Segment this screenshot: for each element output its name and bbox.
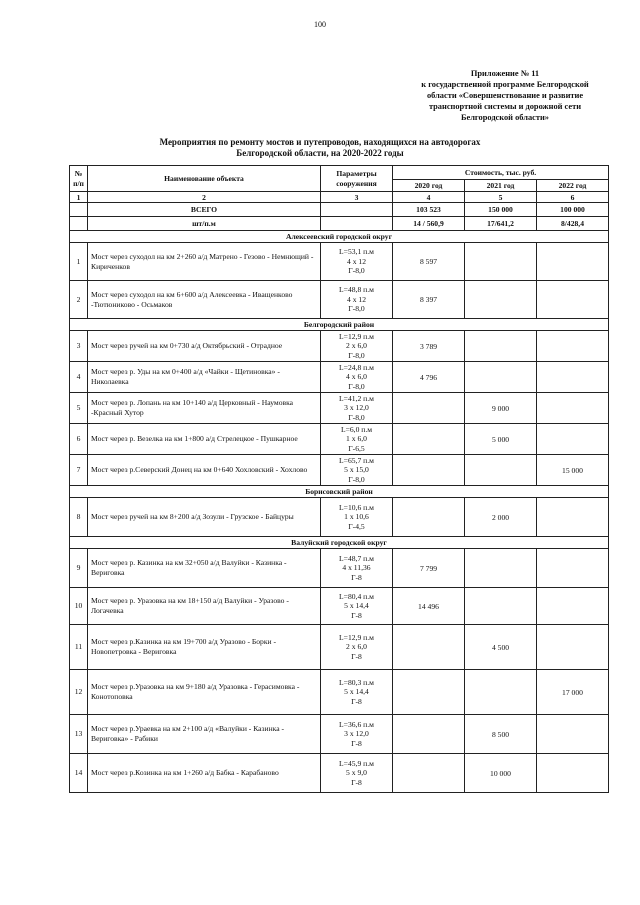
index-cell: 6 [537, 192, 609, 203]
param-line: L=48,8 п.м [339, 285, 374, 295]
param-line: Г-4,5 [348, 521, 365, 531]
object-name: Мост через р.Козинка на км 1+260 а/д Бабка - Карабаново [88, 754, 321, 793]
cost-2021 [465, 588, 537, 625]
cost-2022: 15 000 [537, 455, 609, 486]
param-line: Г-8 [351, 610, 362, 620]
section-row [70, 486, 609, 498]
object-name: Мост через ручей на км 8+200 а/д Зозули - Грузское - Байцуры [88, 498, 321, 537]
appendix-header [380, 68, 630, 123]
header-name: Наименование объекта [88, 166, 321, 192]
row-number: 11 [70, 625, 88, 670]
param-line: Г-8,0 [348, 350, 365, 360]
cost-2021 [465, 362, 537, 393]
section-title: Валуйский городской округ [70, 537, 609, 549]
cost-2022 [537, 498, 609, 537]
cost-2020: 14 496 [393, 588, 465, 625]
table-row [70, 588, 609, 625]
appendix-line: Приложение № 11 [470, 69, 540, 78]
table-row [70, 243, 609, 281]
cost-2020: 8 397 [393, 281, 465, 319]
page-number: 100 [314, 20, 326, 29]
table-row [70, 625, 609, 670]
cost-2020 [393, 498, 465, 537]
section-row [70, 231, 609, 243]
cost-2022 [537, 588, 609, 625]
param-line: 2 х 6,0 [346, 341, 367, 351]
param-line: L=12,9 п.м [339, 331, 374, 341]
section-row [70, 319, 609, 331]
structure-params [321, 362, 393, 393]
object-name: Мост через ручей на км 0+730 а/д Октябрьский - Отрадное [88, 331, 321, 362]
object-name: Мост через р. Уды на км 0+400 а/д «Чайки - Щетиновка» - Николаевка [88, 362, 321, 393]
param-line: Г-8,0 [348, 412, 365, 422]
header-num: № п/п [70, 166, 88, 192]
row-number: 1 [70, 243, 88, 281]
section-title: Белгородский район [70, 319, 609, 331]
structure-params [321, 754, 393, 793]
param-line: 4 х 12 [347, 294, 366, 304]
param-line: L=36,6 п.м [339, 719, 374, 729]
units-2020: 14 / 560,9 [393, 217, 465, 231]
row-number: 10 [70, 588, 88, 625]
param-line: L=80,4 п.м [339, 591, 374, 601]
structure-params [321, 715, 393, 754]
table-row [70, 670, 609, 715]
row-number: 7 [70, 455, 88, 486]
object-name: Мост через р. Везелка на км 1+800 а/д Стрелецкое - Пушкарное [88, 424, 321, 455]
cost-2022 [537, 281, 609, 319]
table-row [70, 455, 609, 486]
cost-2021: 2 000 [465, 498, 537, 537]
param-line: Г-8 [351, 696, 362, 706]
cost-2021: 5 000 [465, 424, 537, 455]
units-row [70, 217, 609, 231]
param-line: 3 х 12,0 [344, 403, 369, 413]
param-line: L=10,6 п.м [339, 502, 374, 512]
structure-params [321, 549, 393, 588]
structure-params [321, 455, 393, 486]
param-line: Г-8 [351, 572, 362, 582]
header-year-2020: 2020 год [393, 180, 465, 192]
row-number: 13 [70, 715, 88, 754]
cost-2020 [393, 393, 465, 424]
bridges-table [69, 165, 609, 793]
param-line: Г-8,0 [348, 266, 365, 276]
table-row [70, 331, 609, 362]
index-cell: 3 [321, 192, 393, 203]
cost-2022 [537, 393, 609, 424]
param-line: Г-8 [351, 651, 362, 661]
object-name: Мост через р.Северский Донец на км 0+640 Хохловский - Хохлово [88, 455, 321, 486]
param-line: L=6,0 п.м [340, 424, 373, 434]
cost-2020 [393, 754, 465, 793]
object-name: Мост через р.Уразовка на км 9+180 а/д Уразовка - Герасимовка - Конотоповка [88, 670, 321, 715]
table-row [70, 393, 609, 424]
structure-params [321, 670, 393, 715]
cost-2021 [465, 670, 537, 715]
object-name: Мост через суходол на км 6+600 а/д Алексеевка - Иващенково -Тютюниково - Осьмаков [88, 281, 321, 319]
structure-params [321, 588, 393, 625]
title-line: Белгородской области, на 2020-2022 годы [236, 148, 404, 158]
cost-2022 [537, 625, 609, 670]
param-line: 3 х 12,0 [344, 729, 369, 739]
cost-2022 [537, 331, 609, 362]
param-line: L=48,7 п.м [339, 553, 374, 563]
param-line: 4 х 12 [347, 256, 366, 266]
object-name: Мост через суходол на км 2+260 а/д Матрено - Гезово - Немнющий - Кириченков [88, 243, 321, 281]
units-label: шт/п.м [88, 217, 321, 231]
index-cell: 5 [465, 192, 537, 203]
cost-2021 [465, 455, 537, 486]
param-line: 1 х 10,6 [344, 512, 369, 522]
cost-2022: 17 000 [537, 670, 609, 715]
structure-params [321, 625, 393, 670]
object-name: Мост через р. Уразовка на км 18+150 а/д Валуйки - Уразово - Логачевка [88, 588, 321, 625]
param-line: L=41,2 п.м [339, 393, 374, 403]
cost-2021 [465, 549, 537, 588]
structure-params [321, 243, 393, 281]
title-line: Мероприятия по ремонту мостов и путепроводов, находящихся на автодорогах [159, 137, 481, 147]
table-row [70, 281, 609, 319]
param-line: L=53,1 п.м [339, 247, 374, 257]
table-row [70, 362, 609, 393]
row-number: 3 [70, 331, 88, 362]
object-name: Мост через р. Лопань на км 10+140 а/д Церковный - Наумовка -Красный Хутор [88, 393, 321, 424]
cost-2020 [393, 424, 465, 455]
cost-2020: 7 799 [393, 549, 465, 588]
appendix-line: Белгородской области» [460, 113, 549, 122]
param-line: 5 х 14,4 [344, 601, 369, 611]
units-2022: 8/428,4 [537, 217, 609, 231]
object-name: Мост через р.Ураевка на км 2+100 а/д «Валуйки - Казинка - Вериговка» - Рабики [88, 715, 321, 754]
cost-2021 [465, 331, 537, 362]
row-number: 6 [70, 424, 88, 455]
cost-2022 [537, 424, 609, 455]
cost-2021 [465, 243, 537, 281]
index-cell: 4 [393, 192, 465, 203]
cost-2020: 4 796 [393, 362, 465, 393]
structure-params [321, 424, 393, 455]
section-title: Алексеевский городской округ [70, 231, 609, 243]
document-title [100, 137, 540, 159]
param-line: 5 х 14,4 [344, 687, 369, 697]
param-line: L=12,9 п.м [339, 632, 374, 642]
appendix-line: к государственной программе Белгородской [421, 80, 589, 89]
structure-params [321, 331, 393, 362]
table-row [70, 498, 609, 537]
index-cell: 2 [88, 192, 321, 203]
cost-2021: 4 500 [465, 625, 537, 670]
param-line: 4 х 6,0 [346, 372, 367, 382]
cost-2020 [393, 455, 465, 486]
table-row [70, 549, 609, 588]
cost-2021: 8 500 [465, 715, 537, 754]
cost-2022 [537, 243, 609, 281]
row-number: 5 [70, 393, 88, 424]
appendix-line: транспортной системы и дорожной сети [428, 102, 582, 111]
object-name: Мост через р.Казинка на км 19+700 а/д Уразово - Борки - Новопетровка - Вериговка [88, 625, 321, 670]
param-line: Г-8,0 [348, 381, 365, 391]
cost-2020: 3 789 [393, 331, 465, 362]
cost-2021: 10 000 [465, 754, 537, 793]
structure-params [321, 498, 393, 537]
index-cell: 1 [70, 192, 88, 203]
cost-2020 [393, 715, 465, 754]
total-2021: 150 000 [465, 203, 537, 217]
structure-params [321, 393, 393, 424]
param-line: Г-6,5 [348, 443, 365, 453]
cost-2022 [537, 362, 609, 393]
cost-2020: 8 597 [393, 243, 465, 281]
param-line: Г-8,0 [348, 304, 365, 314]
param-line: L=45,9 п.м [339, 758, 374, 768]
param-line: 5 х 15,0 [344, 465, 369, 475]
total-2020: 103 523 [393, 203, 465, 217]
param-line: Г-8 [351, 777, 362, 787]
header-year-2022: 2022 год [537, 180, 609, 192]
param-line: 4 х 11,36 [342, 563, 371, 573]
row-number: 9 [70, 549, 88, 588]
header-year-2021: 2021 год [465, 180, 537, 192]
row-number: 14 [70, 754, 88, 793]
row-number: 12 [70, 670, 88, 715]
param-line: Г-8 [351, 738, 362, 748]
appendix-line: области «Совершенствование и развитие [426, 91, 584, 100]
row-number: 2 [70, 281, 88, 319]
header-cost: Стоимость, тыс. руб. [393, 166, 609, 180]
table-row [70, 424, 609, 455]
units-2021: 17/641,2 [465, 217, 537, 231]
row-number: 4 [70, 362, 88, 393]
section-row [70, 537, 609, 549]
cost-2022 [537, 754, 609, 793]
param-line: L=65,7 п.м [339, 455, 374, 465]
total-label: ВСЕГО [88, 203, 321, 217]
structure-params [321, 281, 393, 319]
param-line: 5 х 9,0 [346, 768, 367, 778]
cost-2021 [465, 281, 537, 319]
cost-2021: 9 000 [465, 393, 537, 424]
param-line: 1 х 6,0 [346, 434, 367, 444]
object-name: Мост через р. Казинка на км 32+050 а/д Валуйки - Казинка - Вериговка [88, 549, 321, 588]
section-title: Борисовский район [70, 486, 609, 498]
table-row [70, 715, 609, 754]
cost-2022 [537, 549, 609, 588]
total-row [70, 203, 609, 217]
total-2022: 100 000 [537, 203, 609, 217]
param-line: L=80,3 п.м [339, 677, 374, 687]
cost-2020 [393, 625, 465, 670]
param-line: 2 х 6,0 [346, 642, 367, 652]
row-number: 8 [70, 498, 88, 537]
param-line: L=24,8 п.м [339, 362, 374, 372]
cost-2022 [537, 715, 609, 754]
table-row [70, 754, 609, 793]
header-params: Параметры сооружения [321, 166, 393, 192]
cost-2020 [393, 670, 465, 715]
param-line: Г-8,0 [348, 474, 365, 484]
